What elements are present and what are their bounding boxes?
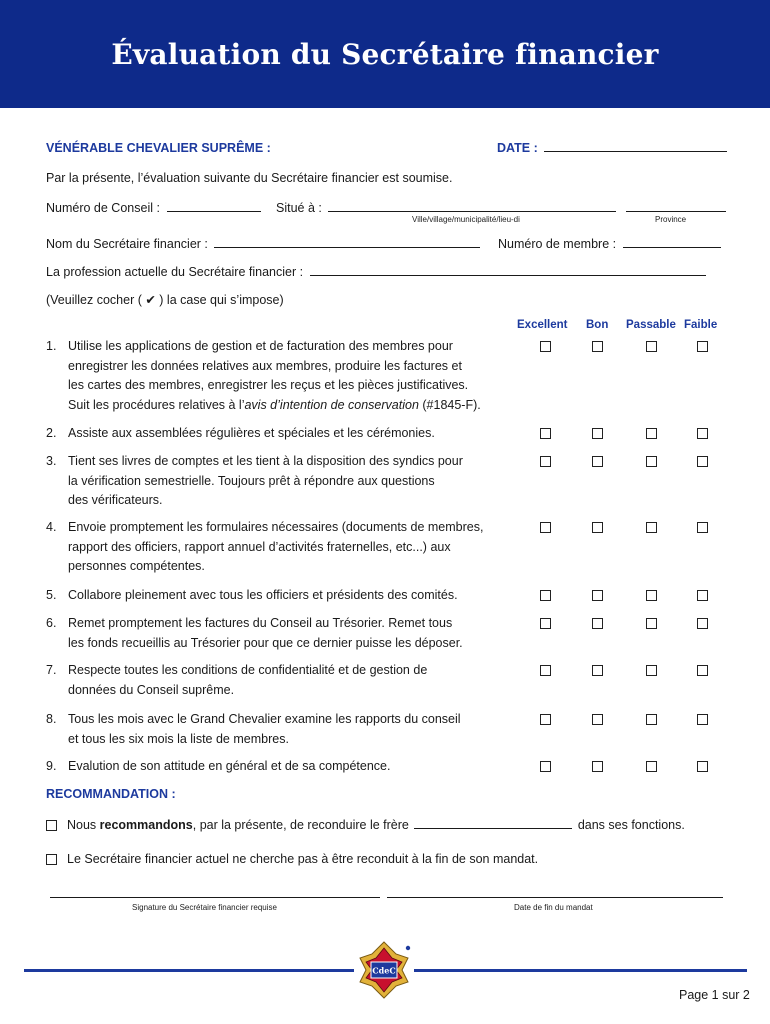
rating-checkbox-2-excellent[interactable] xyxy=(540,428,551,439)
evaluation-item-6 xyxy=(46,614,526,653)
recommend-text: dans ses fonctions. xyxy=(577,818,685,832)
rating-checkbox-9-passable[interactable] xyxy=(646,761,657,772)
rating-checkbox-7-excellent[interactable] xyxy=(540,665,551,676)
item-text: Evalution de son attitude en général et de sa compétence. xyxy=(68,759,391,773)
date-label: DATE : xyxy=(497,141,538,155)
evaluation-item-1 xyxy=(46,337,526,415)
rating-checkbox-9-excellent[interactable] xyxy=(540,761,551,772)
recommend-bold-text: recommandons xyxy=(99,818,193,832)
rating-checkbox-6-faible[interactable] xyxy=(697,618,708,629)
profession-field[interactable] xyxy=(46,265,706,279)
item-text: (#1845-F). xyxy=(418,397,481,412)
emblem-text: CdeC xyxy=(372,965,396,976)
evaluation-item-9 xyxy=(46,757,526,777)
item-text: Collabore pleinement avec tous les officiers et présidents des comités. xyxy=(68,588,458,602)
item-text: la vérification semestrielle. Toujours prêt à répondre aux questions xyxy=(68,473,435,488)
rating-checkbox-6-excellent[interactable] xyxy=(540,618,551,629)
rating-header-passable: Passable xyxy=(626,319,676,331)
item-number: 8. xyxy=(46,712,57,726)
item-text: Assiste aux assemblées régulières et spéciales et les cérémonies. xyxy=(68,426,435,440)
item-text: Utilise les applications de gestion et de facturation des membres pour xyxy=(68,339,453,353)
rating-checkbox-8-excellent[interactable] xyxy=(540,714,551,725)
end-date-line[interactable] xyxy=(387,884,723,898)
rating-checkbox-4-bon[interactable] xyxy=(592,522,603,533)
rating-checkbox-9-faible[interactable] xyxy=(697,761,708,772)
rating-checkbox-5-faible[interactable] xyxy=(697,590,708,601)
rating-checkbox-4-faible[interactable] xyxy=(697,522,708,533)
rating-checkbox-3-excellent[interactable] xyxy=(540,456,551,467)
page-title: Évaluation du Secrétaire financier xyxy=(111,38,659,71)
footer-rule-left xyxy=(24,969,354,972)
fs-name-field[interactable] xyxy=(46,237,480,251)
member-number-line[interactable] xyxy=(623,247,721,248)
province-line[interactable] xyxy=(626,211,726,212)
rating-checkbox-2-faible[interactable] xyxy=(697,428,708,439)
located-field[interactable] xyxy=(276,201,726,215)
end-date-caption: Date de fin du mandat xyxy=(514,903,593,912)
rating-checkbox-4-excellent[interactable] xyxy=(540,522,551,533)
rating-checkbox-6-passable[interactable] xyxy=(646,618,657,629)
evaluation-item-4 xyxy=(46,518,526,577)
item-text: les fonds recueillis au Trésorier pour que ce dernier puisse les déposer. xyxy=(68,635,463,650)
rating-header-excellent: Excellent xyxy=(517,319,568,331)
item-number: 6. xyxy=(46,616,57,630)
council-number-label: Numéro de Conseil : xyxy=(46,201,160,215)
rating-checkbox-1-passable[interactable] xyxy=(646,341,657,352)
recommend-option xyxy=(67,818,685,832)
rating-checkbox-7-bon[interactable] xyxy=(592,665,603,676)
rating-header-faible: Faible xyxy=(684,319,718,331)
page-number: Page 1 sur 2 xyxy=(679,988,750,1002)
evaluation-item-2 xyxy=(46,424,526,444)
fs-name-label: Nom du Secrétaire financier : xyxy=(46,237,208,251)
recommend-text: Nous xyxy=(67,818,100,832)
item-text: rapport des officiers, rapport annuel d’activités fraternelles, etc...) aux xyxy=(68,539,451,554)
recommendation-heading: RECOMMANDATION : xyxy=(46,787,176,801)
city-caption: Ville/village/municipalité/lieu-di xyxy=(412,215,520,224)
province-caption: Province xyxy=(655,215,687,224)
knights-of-columbus-emblem-icon xyxy=(356,940,412,1000)
item-text: Respecte toutes les conditions de confidentialité et de gestion de xyxy=(68,663,428,677)
item-text: des vérificateurs. xyxy=(68,493,163,507)
recommend-text: , par la présente, de reconduire le frère xyxy=(192,818,409,832)
profession-label: La profession actuelle du Secrétaire financier : xyxy=(46,265,304,279)
item-number: 5. xyxy=(46,588,57,602)
item-number: 4. xyxy=(46,520,57,534)
item-text: Remet promptement les factures du Conseil au Trésorier. Remet tous xyxy=(68,616,453,630)
item-text: Envoie promptement les formulaires nécessaires (documents de membres, xyxy=(68,520,484,534)
intro-text: Par la présente, l’évaluation suivante du Secrétaire financier est soumise. xyxy=(46,171,453,185)
brother-name-line[interactable] xyxy=(414,828,572,829)
rating-checkbox-2-passable[interactable] xyxy=(646,428,657,439)
item-text: Tous les mois avec le Grand Chevalier examine les rapports du conseil xyxy=(68,712,461,726)
rating-checkbox-3-faible[interactable] xyxy=(697,456,708,467)
rating-checkbox-5-bon[interactable] xyxy=(592,590,603,601)
signature-caption: Signature du Secrétaire financier requise xyxy=(132,903,277,912)
item-text: personnes compétentes. xyxy=(68,559,205,573)
footer-rule-right xyxy=(414,969,747,972)
signature-line[interactable] xyxy=(50,884,380,898)
rating-checkbox-9-bon[interactable] xyxy=(592,761,603,772)
evaluation-item-8 xyxy=(46,710,526,749)
rating-checkbox-4-passable[interactable] xyxy=(646,522,657,533)
item-text: enregistrer les données relatives aux membres, produire les factures et xyxy=(68,358,462,373)
item-italic-text: avis d’intention de conservation xyxy=(244,397,419,412)
member-number-field[interactable] xyxy=(498,237,721,251)
check-instruction: (Veuillez cocher ( ✔ ) la case qui s’impose) xyxy=(46,293,284,307)
rating-checkbox-2-bon[interactable] xyxy=(592,428,603,439)
rating-checkbox-3-bon[interactable] xyxy=(592,456,603,467)
rating-checkbox-8-faible[interactable] xyxy=(697,714,708,725)
council-number-field[interactable] xyxy=(46,201,261,215)
located-label: Situé à : xyxy=(276,201,322,215)
rating-checkbox-5-passable[interactable] xyxy=(646,590,657,601)
rating-checkbox-1-excellent[interactable] xyxy=(540,341,551,352)
item-number: 7. xyxy=(46,663,57,677)
rating-checkbox-1-bon[interactable] xyxy=(592,341,603,352)
rating-checkbox-1-faible[interactable] xyxy=(697,341,708,352)
rating-checkbox-3-passable[interactable] xyxy=(646,456,657,467)
profession-line[interactable] xyxy=(310,275,706,276)
rating-checkbox-7-faible[interactable] xyxy=(697,665,708,676)
rating-checkbox-7-passable[interactable] xyxy=(646,665,657,676)
member-number-label: Numéro de membre : xyxy=(498,237,617,251)
recommend-checkbox[interactable] xyxy=(46,820,57,831)
item-text: Tient ses livres de comptes et les tient à la disposition des syndics pour xyxy=(68,454,463,468)
rating-checkbox-8-passable[interactable] xyxy=(646,714,657,725)
rating-header-bon: Bon xyxy=(586,319,609,331)
evaluation-item-7 xyxy=(46,661,526,700)
rating-checkbox-5-excellent[interactable] xyxy=(540,590,551,601)
item-text: données du Conseil suprême. xyxy=(68,682,235,697)
fs-name-line[interactable] xyxy=(214,247,480,248)
item-text: Suit les procédures relatives à l’ xyxy=(68,397,245,412)
evaluation-item-3 xyxy=(46,452,526,511)
item-number: 3. xyxy=(46,454,57,468)
item-text: les cartes des membres, enregistrer les reçus et les pièces justificatives. xyxy=(68,378,469,392)
city-line[interactable] xyxy=(328,211,616,212)
not-seeking-option: Le Secrétaire financier actuel ne cherche pas à être reconduit à la fin de son mandat. xyxy=(67,852,539,866)
item-text: et tous les six mois la liste de membres. xyxy=(68,731,289,746)
rating-checkbox-8-bon[interactable] xyxy=(592,714,603,725)
title-banner xyxy=(0,0,770,108)
evaluation-item-5 xyxy=(46,586,526,606)
date-field[interactable] xyxy=(497,141,727,155)
item-number: 9. xyxy=(46,759,57,773)
council-number-line[interactable] xyxy=(167,211,261,212)
rating-checkbox-6-bon[interactable] xyxy=(592,618,603,629)
date-line[interactable] xyxy=(544,151,727,152)
item-number: 2. xyxy=(46,426,57,440)
item-number: 1. xyxy=(46,339,57,353)
not-seeking-checkbox[interactable] xyxy=(46,854,57,865)
gk-label: VÉNÉRABLE CHEVALIER SUPRÊME : xyxy=(46,141,271,155)
